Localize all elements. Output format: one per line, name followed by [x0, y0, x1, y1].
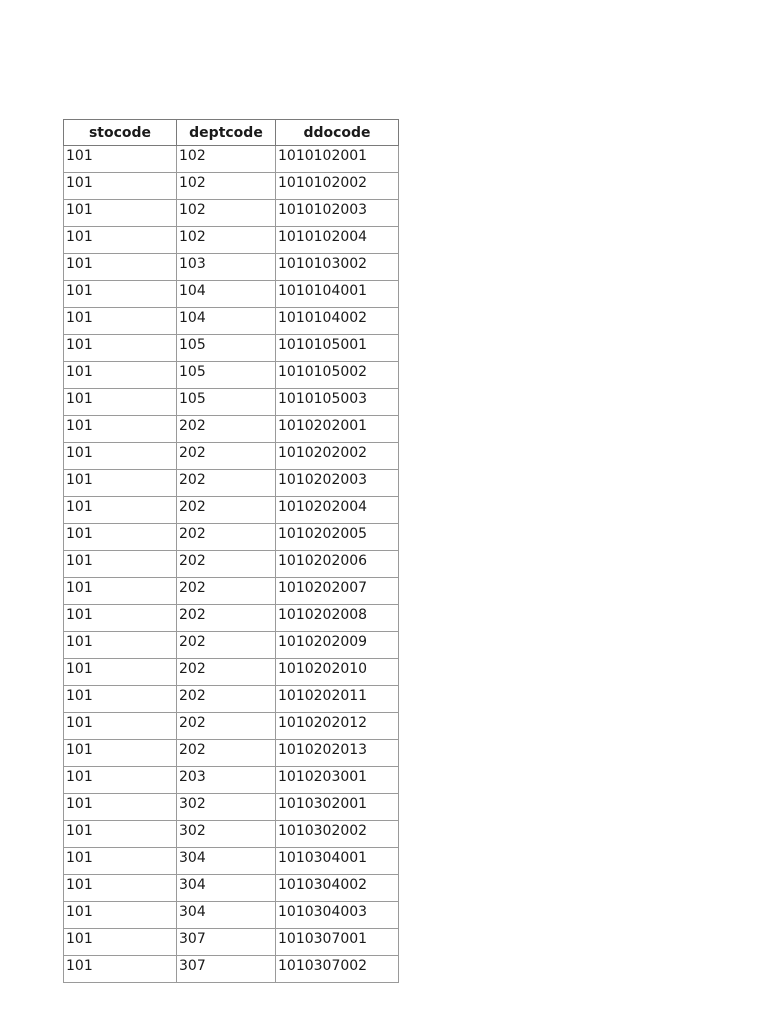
cell-ddocode: 1010103002 — [276, 254, 399, 281]
cell-ddocode: 1010105002 — [276, 362, 399, 389]
cell-ddocode: 1010202012 — [276, 713, 399, 740]
cell-deptcode: 104 — [177, 308, 276, 335]
cell-ddocode: 1010104002 — [276, 308, 399, 335]
table-row — [64, 416, 399, 443]
cell-ddocode: 1010202002 — [276, 443, 399, 470]
cell-stocode: 101 — [64, 335, 177, 362]
cell-deptcode: 302 — [177, 794, 276, 821]
table-row — [64, 929, 399, 956]
cell-ddocode: 1010307002 — [276, 956, 399, 983]
cell-ddocode: 1010105003 — [276, 389, 399, 416]
cell-deptcode: 307 — [177, 929, 276, 956]
table-row — [64, 902, 399, 929]
cell-stocode: 101 — [64, 416, 177, 443]
cell-ddocode: 1010202011 — [276, 686, 399, 713]
cell-stocode: 101 — [64, 524, 177, 551]
table-row — [64, 578, 399, 605]
table-row — [64, 605, 399, 632]
table-row — [64, 632, 399, 659]
cell-ddocode: 1010104001 — [276, 281, 399, 308]
table-row — [64, 686, 399, 713]
table-row — [64, 308, 399, 335]
table-row — [64, 281, 399, 308]
cell-deptcode: 202 — [177, 605, 276, 632]
cell-deptcode: 307 — [177, 956, 276, 983]
cell-deptcode: 202 — [177, 659, 276, 686]
cell-deptcode: 302 — [177, 821, 276, 848]
cell-ddocode: 1010102001 — [276, 146, 399, 173]
cell-stocode: 101 — [64, 308, 177, 335]
cell-stocode: 101 — [64, 173, 177, 200]
cell-ddocode: 1010202004 — [276, 497, 399, 524]
cell-deptcode: 105 — [177, 335, 276, 362]
header-deptcode: deptcode — [177, 120, 276, 146]
cell-stocode: 101 — [64, 902, 177, 929]
cell-deptcode: 202 — [177, 497, 276, 524]
table-row — [64, 389, 399, 416]
cell-deptcode: 202 — [177, 524, 276, 551]
cell-deptcode: 202 — [177, 713, 276, 740]
cell-stocode: 101 — [64, 389, 177, 416]
cell-ddocode: 1010202013 — [276, 740, 399, 767]
cell-deptcode: 304 — [177, 875, 276, 902]
cell-stocode: 101 — [64, 875, 177, 902]
cell-ddocode: 1010304003 — [276, 902, 399, 929]
table-row — [64, 524, 399, 551]
header-row — [64, 120, 399, 146]
table-row — [64, 173, 399, 200]
cell-stocode: 101 — [64, 713, 177, 740]
cell-ddocode: 1010102002 — [276, 173, 399, 200]
cell-stocode: 101 — [64, 767, 177, 794]
table-row — [64, 551, 399, 578]
table-row — [64, 335, 399, 362]
table-body — [64, 146, 399, 983]
cell-stocode: 101 — [64, 821, 177, 848]
cell-deptcode: 304 — [177, 848, 276, 875]
header-stocode: stocode — [64, 120, 177, 146]
cell-ddocode: 1010102003 — [276, 200, 399, 227]
cell-deptcode: 103 — [177, 254, 276, 281]
table-row — [64, 956, 399, 983]
cell-ddocode: 1010105001 — [276, 335, 399, 362]
code-table — [63, 119, 399, 983]
table-row — [64, 146, 399, 173]
cell-stocode: 101 — [64, 578, 177, 605]
cell-stocode: 101 — [64, 686, 177, 713]
cell-ddocode: 1010304002 — [276, 875, 399, 902]
cell-stocode: 101 — [64, 794, 177, 821]
cell-stocode: 101 — [64, 659, 177, 686]
cell-ddocode: 1010304001 — [276, 848, 399, 875]
cell-stocode: 101 — [64, 740, 177, 767]
cell-deptcode: 202 — [177, 740, 276, 767]
table-row — [64, 362, 399, 389]
cell-deptcode: 105 — [177, 389, 276, 416]
cell-deptcode: 102 — [177, 173, 276, 200]
cell-stocode: 101 — [64, 929, 177, 956]
table-row — [64, 443, 399, 470]
cell-deptcode: 202 — [177, 443, 276, 470]
cell-stocode: 101 — [64, 443, 177, 470]
cell-deptcode: 104 — [177, 281, 276, 308]
cell-ddocode: 1010302001 — [276, 794, 399, 821]
cell-deptcode: 202 — [177, 578, 276, 605]
cell-deptcode: 202 — [177, 416, 276, 443]
cell-deptcode: 203 — [177, 767, 276, 794]
cell-stocode: 101 — [64, 497, 177, 524]
header-ddocode: ddocode — [276, 120, 399, 146]
table-row — [64, 875, 399, 902]
cell-deptcode: 202 — [177, 632, 276, 659]
cell-deptcode: 105 — [177, 362, 276, 389]
cell-stocode: 101 — [64, 605, 177, 632]
cell-ddocode: 1010202007 — [276, 578, 399, 605]
cell-stocode: 101 — [64, 362, 177, 389]
cell-deptcode: 304 — [177, 902, 276, 929]
cell-stocode: 101 — [64, 848, 177, 875]
cell-deptcode: 102 — [177, 227, 276, 254]
cell-stocode: 101 — [64, 632, 177, 659]
table-row — [64, 848, 399, 875]
table-row — [64, 227, 399, 254]
cell-deptcode: 102 — [177, 200, 276, 227]
cell-deptcode: 102 — [177, 146, 276, 173]
cell-deptcode: 202 — [177, 686, 276, 713]
cell-ddocode: 1010302002 — [276, 821, 399, 848]
cell-ddocode: 1010203001 — [276, 767, 399, 794]
cell-deptcode: 202 — [177, 551, 276, 578]
cell-stocode: 101 — [64, 146, 177, 173]
cell-stocode: 101 — [64, 956, 177, 983]
cell-ddocode: 1010202006 — [276, 551, 399, 578]
cell-stocode: 101 — [64, 200, 177, 227]
cell-ddocode: 1010202008 — [276, 605, 399, 632]
table-row — [64, 740, 399, 767]
table-row — [64, 767, 399, 794]
table-header — [64, 120, 399, 146]
cell-ddocode: 1010202010 — [276, 659, 399, 686]
table-row — [64, 794, 399, 821]
cell-ddocode: 1010202005 — [276, 524, 399, 551]
table-row — [64, 470, 399, 497]
cell-ddocode: 1010307001 — [276, 929, 399, 956]
cell-ddocode: 1010202001 — [276, 416, 399, 443]
cell-stocode: 101 — [64, 470, 177, 497]
cell-ddocode: 1010102004 — [276, 227, 399, 254]
cell-stocode: 101 — [64, 551, 177, 578]
cell-stocode: 101 — [64, 254, 177, 281]
cell-stocode: 101 — [64, 281, 177, 308]
cell-ddocode: 1010202003 — [276, 470, 399, 497]
cell-deptcode: 202 — [177, 470, 276, 497]
cell-stocode: 101 — [64, 227, 177, 254]
table-row — [64, 713, 399, 740]
cell-ddocode: 1010202009 — [276, 632, 399, 659]
table-row — [64, 821, 399, 848]
table-row — [64, 254, 399, 281]
table-row — [64, 200, 399, 227]
table-row — [64, 497, 399, 524]
table-row — [64, 659, 399, 686]
